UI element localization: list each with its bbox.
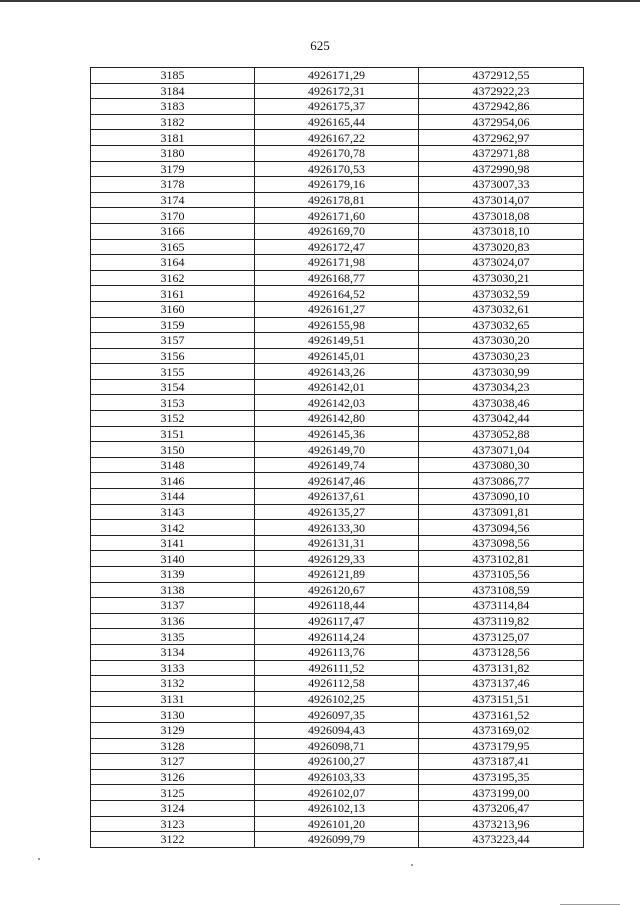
x-coordinate-cell: 4926120,67 [255, 582, 419, 598]
x-coordinate-cell: 4926129,33 [255, 551, 419, 567]
table-row [91, 130, 584, 146]
point-number-cell: 3162 [91, 270, 255, 286]
table-row [91, 255, 584, 271]
point-number-cell: 3123 [91, 816, 255, 832]
y-coordinate-cell: 4373108,59 [419, 582, 584, 598]
table-row [91, 832, 584, 848]
point-number-cell: 3181 [91, 130, 255, 146]
y-coordinate-cell: 4373030,21 [419, 270, 584, 286]
y-coordinate-cell: 4373090,10 [419, 489, 584, 505]
point-number-cell: 3138 [91, 582, 255, 598]
point-number-cell: 3133 [91, 660, 255, 676]
table-row [91, 364, 584, 380]
table-row [91, 239, 584, 255]
x-coordinate-cell: 4926145,36 [255, 426, 419, 442]
point-number-cell: 3148 [91, 457, 255, 473]
table-row [91, 676, 584, 692]
table-row [91, 99, 584, 115]
point-number-cell: 3174 [91, 192, 255, 208]
y-coordinate-cell: 4373161,52 [419, 707, 584, 723]
point-number-cell: 3128 [91, 738, 255, 754]
table-row [91, 317, 584, 333]
x-coordinate-cell: 4926098,71 [255, 738, 419, 754]
point-number-cell: 3143 [91, 504, 255, 520]
point-number-cell: 3144 [91, 489, 255, 505]
point-number-cell: 3131 [91, 691, 255, 707]
y-coordinate-cell: 4373030,99 [419, 364, 584, 380]
x-coordinate-cell: 4926101,20 [255, 816, 419, 832]
table-row [91, 333, 584, 349]
x-coordinate-cell: 4926117,47 [255, 613, 419, 629]
table-row [91, 785, 584, 801]
y-coordinate-cell: 4372990,98 [419, 161, 584, 177]
table-row [91, 473, 584, 489]
point-number-cell: 3129 [91, 722, 255, 738]
point-number-cell: 3153 [91, 395, 255, 411]
point-number-cell: 3179 [91, 161, 255, 177]
x-coordinate-cell: 4926111,52 [255, 660, 419, 676]
y-coordinate-cell: 4373086,77 [419, 473, 584, 489]
y-coordinate-cell: 4373169,02 [419, 722, 584, 738]
table-row [91, 769, 584, 785]
y-coordinate-cell: 4373038,46 [419, 395, 584, 411]
y-coordinate-cell: 4373032,61 [419, 301, 584, 317]
table-row [91, 223, 584, 239]
x-coordinate-cell: 4926172,47 [255, 239, 419, 255]
table-row [91, 738, 584, 754]
x-coordinate-cell: 4926171,60 [255, 208, 419, 224]
table-row [91, 442, 584, 458]
table-row [91, 754, 584, 770]
x-coordinate-cell: 4926099,79 [255, 832, 419, 848]
page-number: 625 [310, 38, 330, 53]
table-row [91, 286, 584, 302]
point-number-cell: 3136 [91, 613, 255, 629]
y-coordinate-cell: 4372942,86 [419, 99, 584, 115]
point-number-cell: 3164 [91, 255, 255, 271]
point-number-cell: 3139 [91, 567, 255, 583]
table-row [91, 644, 584, 660]
x-coordinate-cell: 4926178,81 [255, 192, 419, 208]
point-number-cell: 3122 [91, 832, 255, 848]
table-row [91, 816, 584, 832]
table-row [91, 395, 584, 411]
point-number-cell: 3183 [91, 99, 255, 115]
y-coordinate-cell: 4373071,04 [419, 442, 584, 458]
y-coordinate-cell: 4373179,95 [419, 738, 584, 754]
y-coordinate-cell: 4373030,20 [419, 333, 584, 349]
x-coordinate-cell: 4926169,70 [255, 223, 419, 239]
x-coordinate-cell: 4926114,24 [255, 629, 419, 645]
point-number-cell: 3124 [91, 800, 255, 816]
point-number-cell: 3135 [91, 629, 255, 645]
point-number-cell: 3127 [91, 754, 255, 770]
x-coordinate-cell: 4926179,16 [255, 177, 419, 193]
y-coordinate-cell: 4373007,33 [419, 177, 584, 193]
x-coordinate-cell: 4926135,27 [255, 504, 419, 520]
table-row [91, 68, 584, 84]
point-number-cell: 3137 [91, 598, 255, 614]
point-number-cell: 3156 [91, 348, 255, 364]
y-coordinate-cell: 4373024,07 [419, 255, 584, 271]
table-row [91, 567, 584, 583]
table-row [91, 629, 584, 645]
y-coordinate-cell: 4373187,41 [419, 754, 584, 770]
y-coordinate-cell: 4373199,00 [419, 785, 584, 801]
x-coordinate-cell: 4926149,51 [255, 333, 419, 349]
point-number-cell: 3142 [91, 520, 255, 536]
table-row [91, 426, 584, 442]
table-row [91, 177, 584, 193]
table-row [91, 598, 584, 614]
y-coordinate-cell: 4373080,30 [419, 457, 584, 473]
x-coordinate-cell: 4926133,30 [255, 520, 419, 536]
table-row [91, 270, 584, 286]
x-coordinate-cell: 4926103,33 [255, 769, 419, 785]
table-row [91, 660, 584, 676]
y-coordinate-cell: 4373098,56 [419, 535, 584, 551]
point-number-cell: 3155 [91, 364, 255, 380]
y-coordinate-cell: 4373125,07 [419, 629, 584, 645]
x-coordinate-cell: 4926142,80 [255, 411, 419, 427]
point-number-cell: 3152 [91, 411, 255, 427]
x-coordinate-cell: 4926143,26 [255, 364, 419, 380]
x-coordinate-cell: 4926170,78 [255, 145, 419, 161]
x-coordinate-cell: 4926175,37 [255, 99, 419, 115]
y-coordinate-cell: 4372912,55 [419, 68, 584, 84]
table-row [91, 301, 584, 317]
x-coordinate-cell: 4926131,31 [255, 535, 419, 551]
x-coordinate-cell: 4926168,77 [255, 270, 419, 286]
point-number-cell: 3130 [91, 707, 255, 723]
x-coordinate-cell: 4926165,44 [255, 114, 419, 130]
table-row [91, 582, 584, 598]
x-coordinate-cell: 4926100,27 [255, 754, 419, 770]
y-coordinate-cell: 4373018,10 [419, 223, 584, 239]
point-number-cell: 3180 [91, 145, 255, 161]
x-coordinate-cell: 4926164,52 [255, 286, 419, 302]
x-coordinate-cell: 4926149,74 [255, 457, 419, 473]
y-coordinate-cell: 4373128,56 [419, 644, 584, 660]
x-coordinate-cell: 4926102,25 [255, 691, 419, 707]
table-row [91, 411, 584, 427]
scan-speck [38, 858, 40, 860]
table-row [91, 379, 584, 395]
coordinate-table [90, 67, 584, 848]
x-coordinate-cell: 4926171,98 [255, 255, 419, 271]
y-coordinate-cell: 4373091,81 [419, 504, 584, 520]
point-number-cell: 3141 [91, 535, 255, 551]
x-coordinate-cell: 4926171,29 [255, 68, 419, 84]
table-row [91, 551, 584, 567]
x-coordinate-cell: 4926113,76 [255, 644, 419, 660]
point-number-cell: 3160 [91, 301, 255, 317]
point-number-cell: 3126 [91, 769, 255, 785]
y-coordinate-cell: 4372962,97 [419, 130, 584, 146]
table-row [91, 489, 584, 505]
point-number-cell: 3125 [91, 785, 255, 801]
point-number-cell: 3166 [91, 223, 255, 239]
y-coordinate-cell: 4372971,88 [419, 145, 584, 161]
y-coordinate-cell: 4373014,07 [419, 192, 584, 208]
point-number-cell: 3178 [91, 177, 255, 193]
page-top-border [0, 0, 640, 2]
point-number-cell: 3165 [91, 239, 255, 255]
x-coordinate-cell: 4926137,61 [255, 489, 419, 505]
y-coordinate-cell: 4373131,82 [419, 660, 584, 676]
x-coordinate-cell: 4926155,98 [255, 317, 419, 333]
x-coordinate-cell: 4926161,27 [255, 301, 419, 317]
y-coordinate-cell: 4373030,23 [419, 348, 584, 364]
point-number-cell: 3161 [91, 286, 255, 302]
x-coordinate-cell: 4926094,43 [255, 722, 419, 738]
point-number-cell: 3151 [91, 426, 255, 442]
x-coordinate-cell: 4926172,31 [255, 83, 419, 99]
table-row [91, 691, 584, 707]
y-coordinate-cell: 4373018,08 [419, 208, 584, 224]
x-coordinate-cell: 4926149,70 [255, 442, 419, 458]
x-coordinate-cell: 4926145,01 [255, 348, 419, 364]
y-coordinate-cell: 4373223,44 [419, 832, 584, 848]
point-number-cell: 3157 [91, 333, 255, 349]
table-row [91, 192, 584, 208]
x-coordinate-cell: 4926147,46 [255, 473, 419, 489]
table-row [91, 457, 584, 473]
point-number-cell: 3150 [91, 442, 255, 458]
y-coordinate-cell: 4373032,59 [419, 286, 584, 302]
table-row [91, 114, 584, 130]
x-coordinate-cell: 4926170,53 [255, 161, 419, 177]
table-row [91, 520, 584, 536]
y-coordinate-cell: 4373052,88 [419, 426, 584, 442]
x-coordinate-cell: 4926167,22 [255, 130, 419, 146]
y-coordinate-cell: 4373213,96 [419, 816, 584, 832]
scan-speck [411, 864, 413, 866]
point-number-cell: 3132 [91, 676, 255, 692]
point-number-cell: 3140 [91, 551, 255, 567]
table-row [91, 613, 584, 629]
point-number-cell: 3159 [91, 317, 255, 333]
y-coordinate-cell: 4373137,46 [419, 676, 584, 692]
table-row [91, 208, 584, 224]
y-coordinate-cell: 4373042,44 [419, 411, 584, 427]
coordinate-table-body [91, 68, 584, 848]
table-row [91, 83, 584, 99]
table-row [91, 800, 584, 816]
x-coordinate-cell: 4926112,58 [255, 676, 419, 692]
table-row [91, 161, 584, 177]
table-row [91, 348, 584, 364]
y-coordinate-cell: 4372954,06 [419, 114, 584, 130]
point-number-cell: 3134 [91, 644, 255, 660]
point-number-cell: 3182 [91, 114, 255, 130]
table-row [91, 504, 584, 520]
point-number-cell: 3170 [91, 208, 255, 224]
x-coordinate-cell: 4926118,44 [255, 598, 419, 614]
y-coordinate-cell: 4373195,35 [419, 769, 584, 785]
point-number-cell: 3154 [91, 379, 255, 395]
table-row [91, 145, 584, 161]
x-coordinate-cell: 4926097,35 [255, 707, 419, 723]
x-coordinate-cell: 4926102,13 [255, 800, 419, 816]
y-coordinate-cell: 4373206,47 [419, 800, 584, 816]
x-coordinate-cell: 4926102,07 [255, 785, 419, 801]
y-coordinate-cell: 4373020,83 [419, 239, 584, 255]
y-coordinate-cell: 4373094,56 [419, 520, 584, 536]
table-row [91, 535, 584, 551]
point-number-cell: 3146 [91, 473, 255, 489]
y-coordinate-cell: 4373119,82 [419, 613, 584, 629]
x-coordinate-cell: 4926142,01 [255, 379, 419, 395]
y-coordinate-cell: 4373032,65 [419, 317, 584, 333]
table-row [91, 707, 584, 723]
point-number-cell: 3185 [91, 68, 255, 84]
y-coordinate-cell: 4373151,51 [419, 691, 584, 707]
y-coordinate-cell: 4373102,81 [419, 551, 584, 567]
point-number-cell: 3184 [91, 83, 255, 99]
x-coordinate-cell: 4926121,89 [255, 567, 419, 583]
y-coordinate-cell: 4373114,84 [419, 598, 584, 614]
y-coordinate-cell: 4373034,23 [419, 379, 584, 395]
y-coordinate-cell: 4373105,56 [419, 567, 584, 583]
x-coordinate-cell: 4926142,03 [255, 395, 419, 411]
table-row [91, 722, 584, 738]
y-coordinate-cell: 4372922,23 [419, 83, 584, 99]
